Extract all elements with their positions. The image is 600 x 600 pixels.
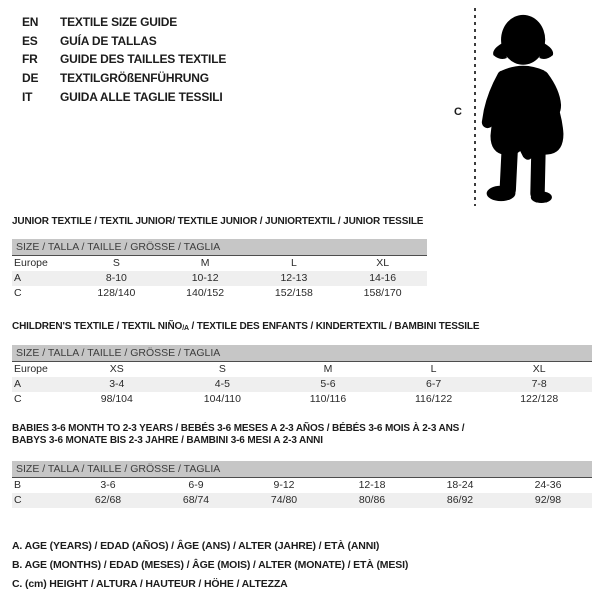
table-cell: 62/68 xyxy=(64,493,152,508)
table-cell: 3-4 xyxy=(64,377,170,392)
column-header: Europe xyxy=(14,257,48,269)
size-header-bar: SIZE / TALLA / TAILLE / GRÖSSE / TAGLIA xyxy=(12,239,427,256)
baby-silhouette xyxy=(478,8,574,206)
babies-title-line1: BABIES 3-6 MONTH TO 2-3 YEARS / BEBÉS 3-6 MESES A 2-3 AÑOS / BÉBÉS 3-6 MOIS À 2-3 ANS / xyxy=(12,423,465,434)
table-cell: 116/122 xyxy=(415,393,453,405)
table-cell: 8-10 xyxy=(72,271,161,286)
column-header: XS xyxy=(109,363,124,375)
column-header: L xyxy=(290,257,297,269)
row-label-cell: C xyxy=(12,493,64,508)
children-size-table xyxy=(12,362,592,407)
table-cell: 98/104 xyxy=(100,393,133,405)
table-cell: 7-8 xyxy=(486,377,592,392)
table-cell: 110/116 xyxy=(309,393,347,405)
measure-label-c: C xyxy=(454,106,462,118)
row-label-cell: B xyxy=(14,479,22,491)
height-measure-dashed-line xyxy=(474,8,476,206)
table-cell: 4-5 xyxy=(170,377,276,392)
legend-note-c: C. (cm) HEIGHT / ALTURA / HAUTEUR / HÖHE / ALTEZZA xyxy=(12,578,288,590)
language-row-it xyxy=(22,87,226,106)
babies-size-table xyxy=(12,478,592,508)
children-title-subscript: /A xyxy=(182,325,189,332)
row-label-cell: C xyxy=(14,393,22,405)
table-cell: 6-7 xyxy=(381,377,487,392)
language-row-es xyxy=(22,32,226,51)
column-header: L xyxy=(430,363,437,375)
table-cell: 6-9 xyxy=(188,479,204,491)
language-title: TEXTILGRÖßENFÜHRUNG xyxy=(60,71,209,86)
table-cell: 158/170 xyxy=(363,287,402,299)
row-label-cell: C xyxy=(14,287,22,299)
table-cell: 14-16 xyxy=(338,271,427,286)
table-cell: 5-6 xyxy=(275,377,381,392)
table-cell: 68/74 xyxy=(152,493,240,508)
row-label-cell: A xyxy=(12,271,72,286)
table-cell: 104/110 xyxy=(203,393,241,405)
language-row-de xyxy=(22,69,226,88)
table-cell: 12-13 xyxy=(250,271,339,286)
language-code: FR xyxy=(22,52,38,67)
table-cell: 140/152 xyxy=(186,287,225,299)
legend-note-a: A. AGE (YEARS) / EDAD (AÑOS) / ÂGE (ANS) / ALTER (JAHRE) / ETÀ (ANNI) xyxy=(12,540,380,552)
language-title: GUIDE DES TAILLES TEXTILE xyxy=(60,52,227,67)
junior-size-table xyxy=(12,256,427,301)
language-title: GUIDA ALLE TAGLIE TESSILI xyxy=(60,89,223,104)
column-header: XL xyxy=(532,363,546,375)
table-cell: 86/92 xyxy=(416,493,504,508)
language-code: DE xyxy=(22,71,39,86)
language-code: EN xyxy=(22,15,39,30)
language-code: IT xyxy=(22,89,33,104)
table-cell: 128/140 xyxy=(97,287,136,299)
size-header-bar: SIZE / TALLA / TAILLE / GRÖSSE / TAGLIA xyxy=(12,345,592,362)
language-row-en xyxy=(22,13,226,32)
junior-table-title: JUNIOR TEXTILE / TEXTIL JUNIOR/ TEXTILE JUNIOR / JUNIORTEXTIL / JUNIOR TESSILE xyxy=(12,216,424,227)
babies-title-line2: BABYS 3-6 MONATE BIS 2-3 JAHRE / BAMBINI 3-6 MESI A 2-3 ANNI xyxy=(12,435,323,446)
babies-table-title xyxy=(12,423,464,447)
table-cell: 10-12 xyxy=(161,271,250,286)
children-table-title xyxy=(12,321,479,335)
children-title-post: / TEXTILE DES ENFANTS / KINDERTEXTIL / BAMBINI TESSILE xyxy=(188,321,480,332)
table-cell: 122/128 xyxy=(520,393,559,405)
column-header: M xyxy=(323,363,333,375)
table-cell: 18-24 xyxy=(446,479,474,491)
column-header: Europe xyxy=(14,363,48,375)
table-cell: 92/98 xyxy=(504,493,592,508)
language-list xyxy=(22,13,226,106)
table-cell: 80/86 xyxy=(328,493,416,508)
column-header: S xyxy=(218,363,226,375)
table-cell: 3-6 xyxy=(100,479,116,491)
table-cell: 12-18 xyxy=(358,479,386,491)
table-cell: 24-36 xyxy=(534,479,562,491)
column-header: XL xyxy=(376,257,390,269)
children-title-pre: CHILDREN'S TEXTILE / TEXTIL NIÑO xyxy=(12,321,183,332)
language-row-fr xyxy=(22,50,226,69)
row-label-cell: A xyxy=(12,377,64,392)
column-header: S xyxy=(112,257,120,269)
language-code: ES xyxy=(22,33,38,48)
table-cell: 74/80 xyxy=(240,493,328,508)
language-title: TEXTILE SIZE GUIDE xyxy=(60,15,178,30)
language-title: GUÍA DE TALLAS xyxy=(60,33,157,48)
column-header: M xyxy=(200,257,210,269)
size-header-bar: SIZE / TALLA / TAILLE / GRÖSSE / TAGLIA xyxy=(12,461,592,478)
legend-note-b: B. AGE (MONTHS) / EDAD (MESES) / ÂGE (MOIS) / ALTER (MONATE) / ETÀ (MESI) xyxy=(12,559,409,571)
table-cell: 152/158 xyxy=(274,287,313,299)
table-cell: 9-12 xyxy=(273,479,295,491)
